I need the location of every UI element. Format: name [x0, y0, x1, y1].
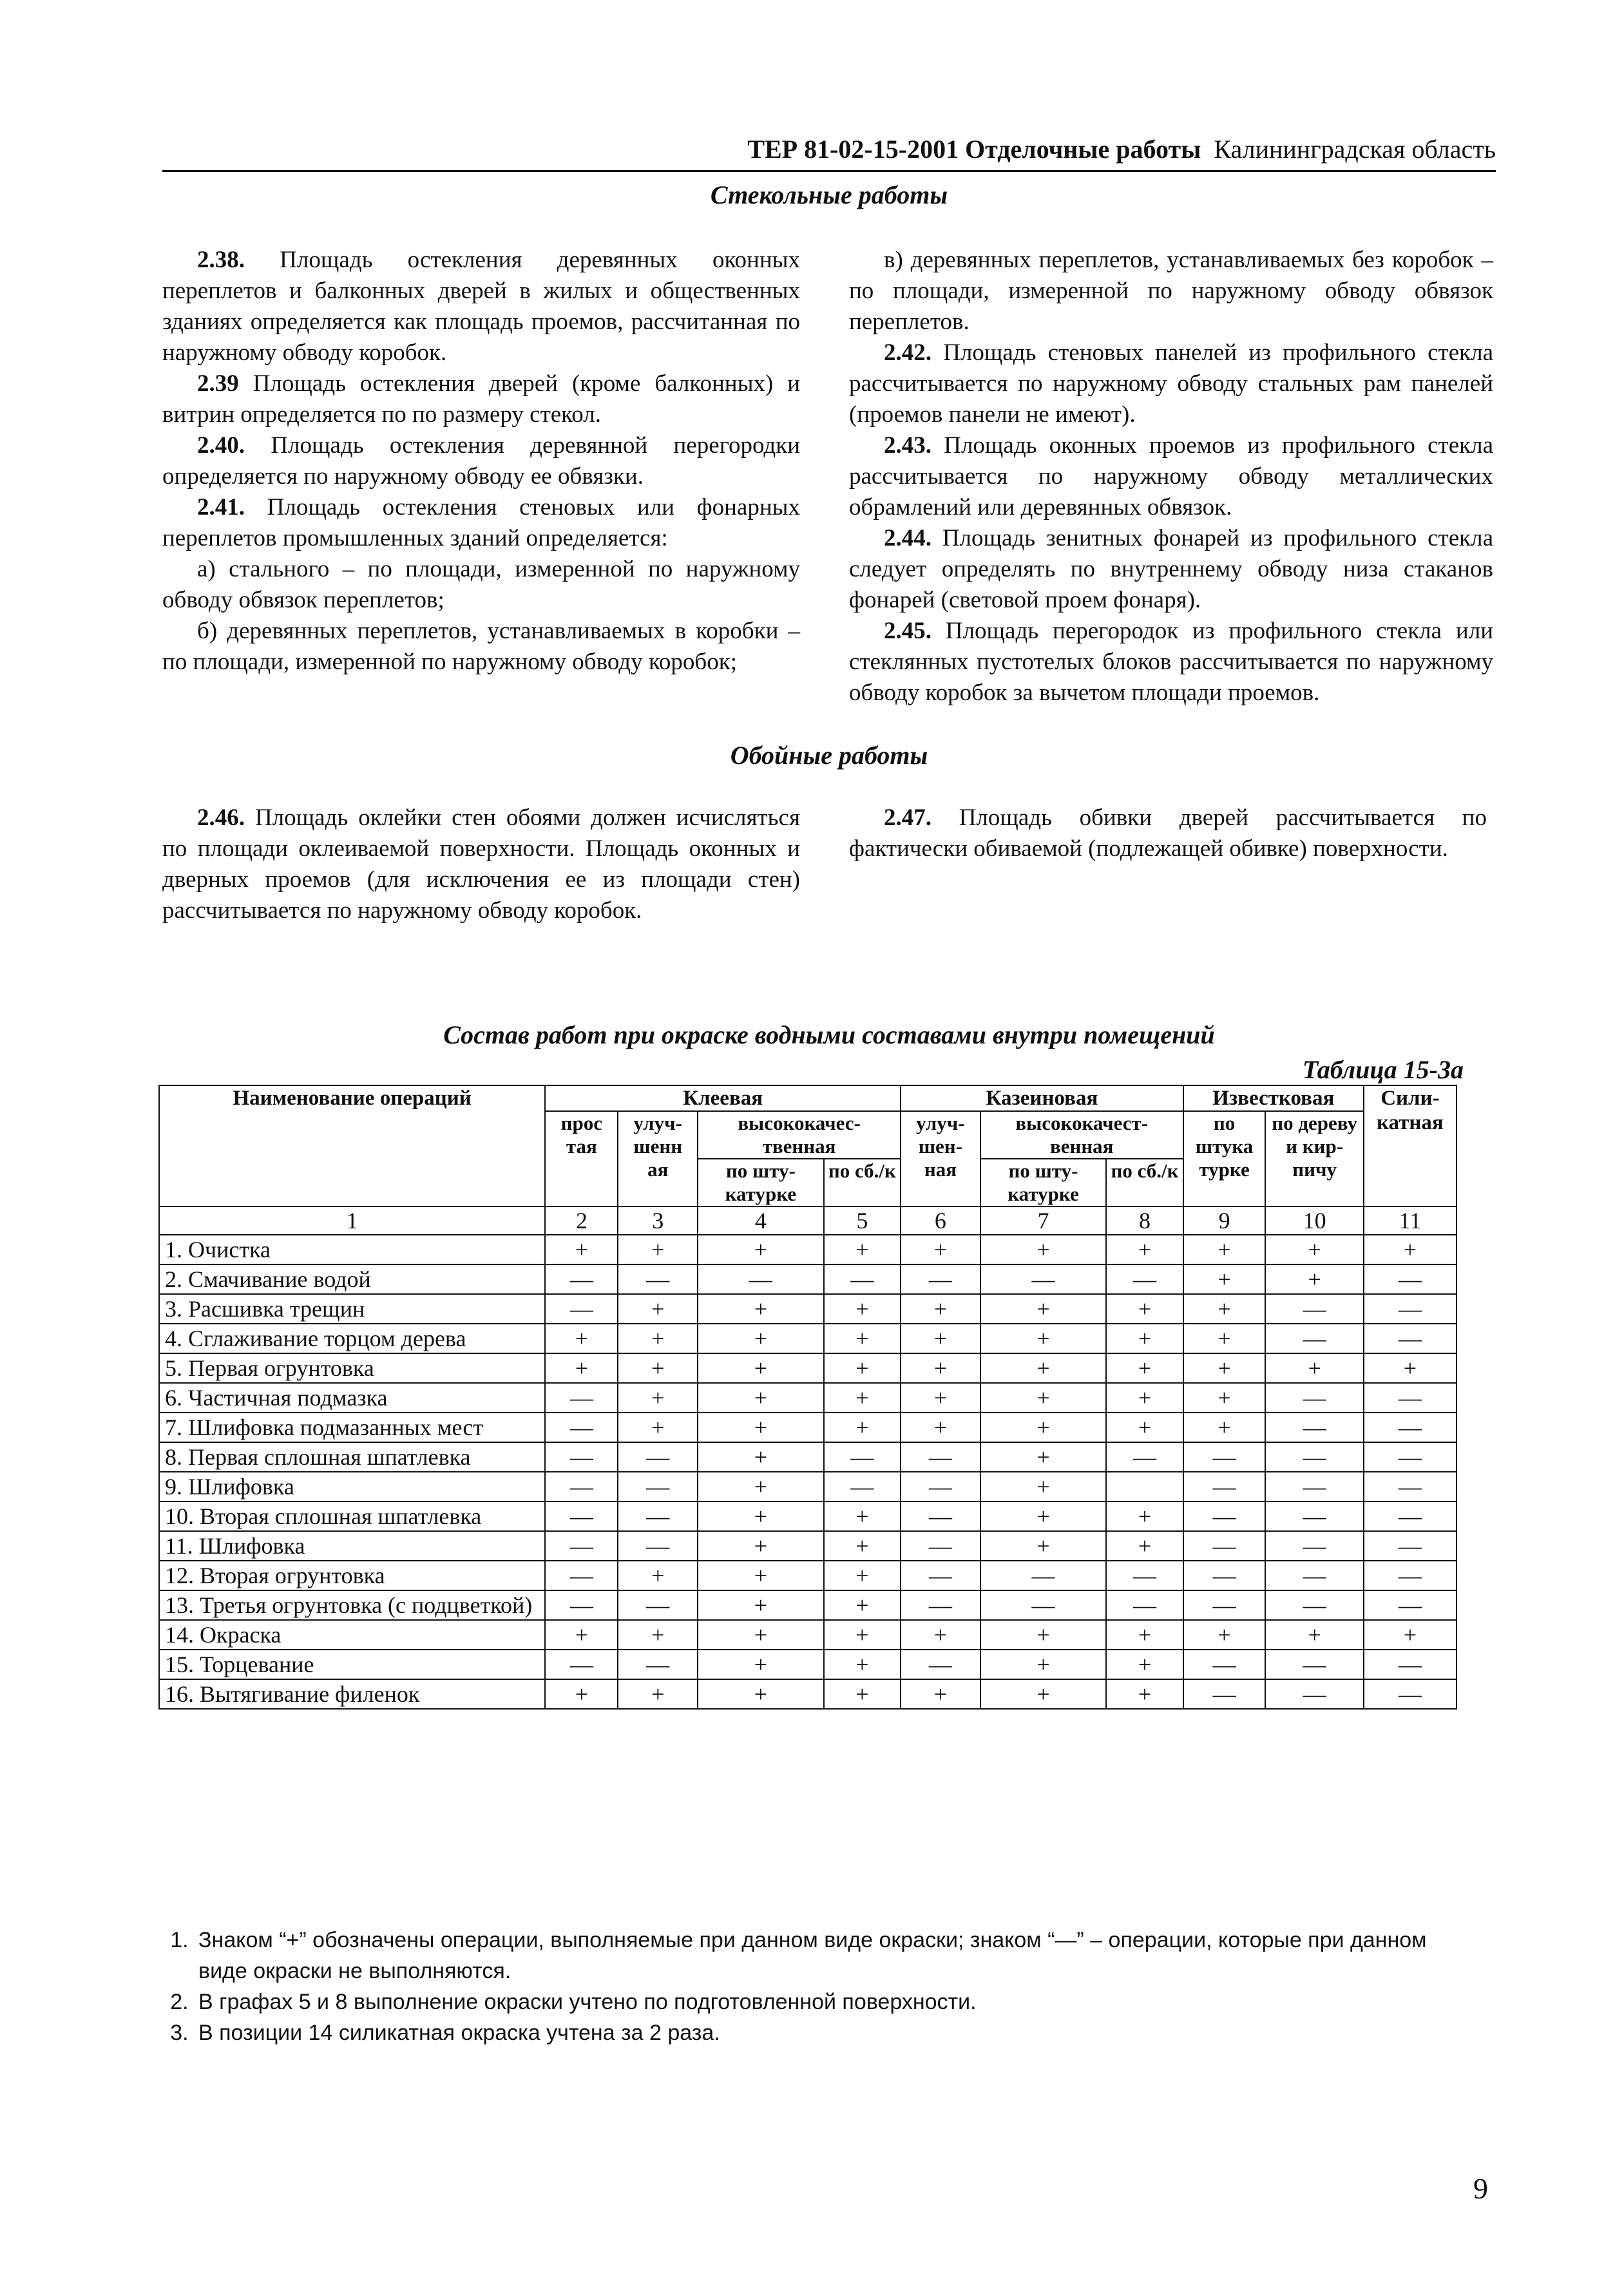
clause-number: 2.44.	[884, 525, 931, 551]
mark-not-performed: —	[1265, 1294, 1363, 1324]
mark-performed: +	[1183, 1353, 1266, 1383]
mark-not-performed: —	[1106, 1264, 1183, 1294]
mark-performed: +	[980, 1235, 1107, 1264]
mark-performed: +	[1106, 1650, 1183, 1679]
note-item: 1. Знаком “+” обозначены операции, выполняемые при данном виде окраски; знаком “—” – операции, которые при данном виде окраски не выполняются.	[195, 1925, 1476, 1986]
table-row	[159, 1294, 1457, 1324]
clause-text: Площадь остекления стеновых или фонарных переплетов промышленных зданий определяется:	[162, 494, 800, 551]
mark-performed: +	[698, 1383, 824, 1413]
mark-performed: +	[1364, 1353, 1457, 1383]
mark-not-performed: —	[901, 1650, 980, 1679]
table-row	[159, 1353, 1457, 1383]
clause-number: 2.45.	[884, 618, 931, 644]
table-row	[159, 1472, 1457, 1501]
mark-performed: +	[698, 1531, 824, 1561]
operation-name: 3. Расшивка трещин	[159, 1294, 545, 1324]
mark-not-performed: —	[1265, 1501, 1363, 1531]
operation-name: 6. Частичная подмазка	[159, 1383, 545, 1413]
clause-text: Площадь оконных проемов из профильного стекла рассчитывается по наружному обводу металлических обрамлений или деревянных обвязок.	[849, 432, 1493, 520]
mark-performed: +	[698, 1561, 824, 1590]
mark-not-performed: —	[545, 1442, 618, 1472]
mark-not-performed: —	[1364, 1442, 1457, 1472]
mark-not-performed: —	[980, 1590, 1107, 1620]
operations-table	[158, 1085, 1457, 1710]
operation-name: 14. Окраска	[159, 1620, 545, 1650]
clause-text: Площадь обивки дверей рассчитывается по фактически обиваемой (подлежащей обивке) поверхности.	[849, 805, 1487, 862]
mark-performed: +	[1265, 1353, 1363, 1383]
mark-not-performed: —	[698, 1264, 824, 1294]
mark-not-performed: —	[1364, 1383, 1457, 1413]
mark-not-performed: —	[545, 1413, 618, 1442]
clause-text: Площадь зенитных фонарей из профильного стекла следует определять по внутреннему обводу низа стаканов фонарей (световой проем фонаря).	[849, 525, 1493, 613]
table-row	[159, 1590, 1457, 1620]
mark-not-performed: —	[545, 1531, 618, 1561]
mark-performed: +	[1364, 1235, 1457, 1264]
mark-performed: +	[824, 1353, 901, 1383]
wallpaper-right-paragraph	[849, 803, 1487, 864]
mark-not-performed: —	[618, 1442, 698, 1472]
header-casein-drywall: по сб./к	[1106, 1159, 1183, 1206]
mark-performed: +	[901, 1235, 980, 1264]
mark-performed: +	[824, 1324, 901, 1353]
mark-not-performed: —	[545, 1264, 618, 1294]
glass-left-paragraph	[162, 245, 800, 368]
mark-performed: +	[980, 1620, 1107, 1650]
mark-not-performed: —	[824, 1472, 901, 1501]
mark-performed: +	[901, 1413, 980, 1442]
section-title-wallpaper: Обойные работы	[730, 741, 928, 770]
clause-number: 2.43.	[884, 432, 931, 459]
header-casein-plaster: по шту-катурке	[980, 1159, 1107, 1206]
mark-not-performed: —	[618, 1472, 698, 1501]
mark-not-performed: —	[901, 1501, 980, 1531]
mark-performed: +	[1106, 1620, 1183, 1650]
operation-name: 10. Вторая сплошная шпатлевка	[159, 1501, 545, 1531]
mark-performed: +	[698, 1590, 824, 1620]
mark-performed: +	[545, 1620, 618, 1650]
mark-performed: +	[824, 1650, 901, 1679]
mark-performed: +	[1183, 1413, 1266, 1442]
glass-left-column	[162, 245, 800, 678]
mark-performed: +	[698, 1679, 824, 1709]
mark-performed: +	[618, 1294, 698, 1324]
mark-performed: +	[980, 1679, 1107, 1709]
mark-not-performed: —	[1106, 1590, 1183, 1620]
mark-performed: +	[618, 1324, 698, 1353]
mark-performed: +	[698, 1650, 824, 1679]
mark-not-performed: —	[1183, 1501, 1266, 1531]
section-title-glass: Стекольные работы	[710, 180, 948, 209]
column-number: 9	[1183, 1206, 1266, 1235]
mark-not-performed: —	[1265, 1561, 1363, 1590]
table-row	[159, 1650, 1457, 1679]
table-body	[159, 1206, 1457, 1709]
page-number: 9	[1473, 2172, 1488, 2205]
mark-performed: +	[980, 1531, 1107, 1561]
mark-not-performed: —	[1364, 1531, 1457, 1561]
mark-performed: +	[698, 1501, 824, 1531]
clause-text: б) деревянных переплетов, устанавливаемых в коробки – по площади, измеренной по наружному обводу коробок;	[162, 618, 800, 675]
table-row	[159, 1620, 1457, 1650]
mark-not-performed: —	[1183, 1531, 1266, 1561]
operation-name: 8. Первая сплошная шпатлевка	[159, 1442, 545, 1472]
clause-text: Площадь остекления деревянной перегородки определяется по наружному обводу ее обвязки.	[162, 432, 800, 490]
clause-number: 2.40.	[197, 432, 245, 459]
clause-number: 2.41.	[197, 494, 245, 520]
mark-not-performed: —	[1183, 1472, 1266, 1501]
mark-performed: +	[1106, 1324, 1183, 1353]
mark-performed: +	[901, 1383, 980, 1413]
mark-performed: +	[980, 1650, 1107, 1679]
mark-not-performed: —	[1364, 1501, 1457, 1531]
clause-number: 2.42.	[884, 339, 931, 366]
mark-not-performed: —	[1364, 1472, 1457, 1501]
mark-not-performed: —	[1364, 1679, 1457, 1709]
table-row	[159, 1531, 1457, 1561]
glass-left-paragraph	[162, 368, 800, 430]
mark-performed: +	[824, 1294, 901, 1324]
column-number: 2	[545, 1206, 618, 1235]
column-number: 10	[1265, 1206, 1363, 1235]
header-high-quality-casein: высококачест-венная	[980, 1111, 1183, 1159]
header-lime-wood-brick: по дереву и кир-пичу	[1265, 1111, 1363, 1206]
mark-performed: +	[545, 1679, 618, 1709]
table-title: Состав работ при окраске водными составами внутри помещений	[443, 1020, 1215, 1049]
mark-not-performed: —	[1265, 1413, 1363, 1442]
table-row	[159, 1561, 1457, 1590]
operation-name: 1. Очистка	[159, 1235, 545, 1264]
mark-not-performed: —	[1364, 1413, 1457, 1442]
note-item: 2. В графах 5 и 8 выполнение окраски учтено по подготовленной поверхности.	[195, 1986, 1476, 2017]
mark-performed: +	[698, 1235, 824, 1264]
operation-name: 13. Третья огрунтовка (с подцветкой)	[159, 1590, 545, 1620]
mark-not-performed: —	[618, 1264, 698, 1294]
mark-performed: +	[618, 1353, 698, 1383]
header-glue-plaster: по шту-катурке	[698, 1159, 824, 1206]
mark-performed: +	[1183, 1620, 1266, 1650]
clause-text: Площадь перегородок из профильного стекла или стеклянных пустотелых блоков рассчитывается по наружному обводу коробок за вычетом площади проемов.	[849, 618, 1493, 706]
glass-left-paragraph	[162, 430, 800, 492]
mark-performed: +	[824, 1531, 901, 1561]
notes-list	[162, 1925, 1476, 2048]
mark-not-performed: —	[901, 1442, 980, 1472]
header-region: Калининградская область	[1214, 135, 1496, 164]
mark-performed: +	[1106, 1353, 1183, 1383]
mark-not-performed: —	[1265, 1531, 1363, 1561]
operation-name: 2. Смачивание водой	[159, 1264, 545, 1294]
glass-left-paragraph	[162, 616, 800, 678]
mark-performed: +	[698, 1620, 824, 1650]
mark-not-performed: —	[901, 1264, 980, 1294]
mark-performed: +	[824, 1413, 901, 1442]
mark-not-performed: —	[618, 1590, 698, 1620]
operation-name: 11. Шлифовка	[159, 1531, 545, 1561]
clause-text: а) стального – по площади, измеренной по наружному обводу обвязок переплетов;	[162, 556, 800, 613]
table-row	[159, 1383, 1457, 1413]
mark-not-performed: —	[545, 1501, 618, 1531]
column-number: 1	[159, 1206, 545, 1235]
mark-performed: +	[901, 1679, 980, 1709]
table-number: Таблица 15-3а	[1302, 1055, 1464, 1084]
mark-performed: +	[618, 1620, 698, 1650]
table-notes	[162, 1925, 1476, 2048]
operation-name: 15. Торцевание	[159, 1650, 545, 1679]
column-number: 8	[1106, 1206, 1183, 1235]
wallpaper-left-paragraph	[162, 803, 800, 926]
glass-right-paragraph	[849, 523, 1493, 616]
mark-performed: +	[1183, 1383, 1266, 1413]
mark-not-performed: —	[1183, 1561, 1266, 1590]
mark-not-performed: —	[1106, 1561, 1183, 1590]
mark-not-performed: —	[1364, 1650, 1457, 1679]
wallpaper-left-column	[162, 803, 800, 926]
mark-performed: +	[1106, 1501, 1183, 1531]
mark-not-performed: —	[901, 1472, 980, 1501]
mark-performed: +	[980, 1413, 1107, 1442]
mark-performed: +	[545, 1324, 618, 1353]
mark-not-performed: —	[1183, 1679, 1266, 1709]
column-number: 6	[901, 1206, 980, 1235]
wallpaper-right-column	[849, 803, 1487, 864]
glass-right-paragraph	[849, 616, 1493, 709]
mark-performed: +	[618, 1679, 698, 1709]
mark-not-performed: —	[1364, 1561, 1457, 1590]
clause-number: 2.39	[197, 370, 239, 397]
mark-not-performed: —	[1183, 1442, 1266, 1472]
mark-performed: +	[980, 1472, 1107, 1501]
clause-text: Площадь стеновых панелей из профильного стекла рассчитывается по наружному обводу стальных рам панелей (проемов панели не имеют).	[849, 339, 1493, 428]
mark-not-performed: —	[980, 1264, 1107, 1294]
mark-not-performed: —	[1265, 1679, 1363, 1709]
mark-performed: +	[824, 1235, 901, 1264]
mark-performed: +	[980, 1324, 1107, 1353]
header-simple: прос тая	[545, 1111, 618, 1206]
glass-left-paragraph	[162, 554, 800, 616]
mark-performed: +	[824, 1590, 901, 1620]
mark-performed: +	[1183, 1294, 1266, 1324]
mark-not-performed: —	[1364, 1590, 1457, 1620]
mark-not-performed: —	[1265, 1590, 1363, 1620]
mark-performed: +	[618, 1235, 698, 1264]
mark-performed: +	[1265, 1264, 1363, 1294]
operation-name: 9. Шлифовка	[159, 1472, 545, 1501]
table-header-row-1	[159, 1085, 1457, 1111]
mark-not-performed: —	[1364, 1294, 1457, 1324]
mark-not-performed: —	[1265, 1650, 1363, 1679]
mark-performed: +	[824, 1679, 901, 1709]
table-row	[159, 1679, 1457, 1709]
mark-performed: +	[1265, 1620, 1363, 1650]
mark-performed: +	[980, 1383, 1107, 1413]
mark-not-performed: —	[618, 1531, 698, 1561]
header-silicate-paint: Сили-катная	[1364, 1085, 1457, 1206]
header-operation-name: Наименование операций	[159, 1085, 545, 1206]
mark-performed: +	[980, 1294, 1107, 1324]
clause-number: 2.47.	[884, 805, 931, 831]
mark-performed: +	[1106, 1294, 1183, 1324]
mark-performed: +	[698, 1442, 824, 1472]
mark-not-performed: —	[545, 1590, 618, 1620]
mark-not-performed: —	[824, 1264, 901, 1294]
mark-performed: +	[618, 1561, 698, 1590]
mark-performed: +	[901, 1620, 980, 1650]
mark-performed: +	[824, 1561, 901, 1590]
mark-performed: +	[1265, 1235, 1363, 1264]
clause-text: в) деревянных переплетов, устанавливаемых без коробок – по площади, измеренной по наружному обводу обвязок переплетов.	[849, 247, 1493, 335]
running-header	[162, 132, 1496, 167]
operation-name: 5. Первая огрунтовка	[159, 1353, 545, 1383]
table-row	[159, 1501, 1457, 1531]
glass-left-paragraph	[162, 492, 800, 554]
mark-performed: +	[1106, 1383, 1183, 1413]
mark-not-performed: —	[618, 1501, 698, 1531]
mark-performed: +	[1183, 1264, 1266, 1294]
mark-performed: +	[1106, 1679, 1183, 1709]
header-high-quality-glue: высококачес-твенная	[698, 1111, 901, 1159]
operation-name: 16. Вытягивание филенок	[159, 1679, 545, 1709]
mark-performed: +	[698, 1413, 824, 1442]
mark-not-performed: —	[980, 1561, 1107, 1590]
mark-not-performed: —	[545, 1294, 618, 1324]
mark-empty	[1106, 1472, 1183, 1501]
mark-not-performed: —	[1265, 1324, 1363, 1353]
table-row	[159, 1264, 1457, 1294]
mark-performed: +	[824, 1620, 901, 1650]
mark-not-performed: —	[1364, 1324, 1457, 1353]
mark-not-performed: —	[824, 1442, 901, 1472]
operation-name: 12. Вторая огрунтовка	[159, 1561, 545, 1590]
operation-name: 4. Сглаживание торцом дерева	[159, 1324, 545, 1353]
mark-performed: +	[1106, 1531, 1183, 1561]
glass-right-paragraph	[849, 245, 1493, 338]
column-number: 3	[618, 1206, 698, 1235]
mark-performed: +	[980, 1442, 1107, 1472]
mark-performed: +	[1106, 1413, 1183, 1442]
clause-number: 2.38.	[197, 247, 245, 273]
mark-not-performed: —	[1265, 1442, 1363, 1472]
column-number-row	[159, 1206, 1457, 1235]
column-number: 11	[1364, 1206, 1457, 1235]
mark-not-performed: —	[901, 1531, 980, 1561]
clause-text: Площадь остекления дверей (кроме балконных) и витрин определяется по по размеру стекол.	[162, 370, 800, 428]
mark-performed: +	[618, 1383, 698, 1413]
column-number: 7	[980, 1206, 1107, 1235]
mark-performed: +	[980, 1353, 1107, 1383]
table-row	[159, 1324, 1457, 1353]
column-number: 5	[824, 1206, 901, 1235]
mark-performed: +	[618, 1413, 698, 1442]
glass-right-paragraph	[849, 338, 1493, 430]
column-number: 4	[698, 1206, 824, 1235]
mark-not-performed: —	[1183, 1650, 1266, 1679]
mark-performed: +	[980, 1501, 1107, 1531]
operation-name: 7. Шлифовка подмазанных мест	[159, 1413, 545, 1442]
header-improved-casein: улуч-шен-ная	[901, 1111, 980, 1206]
header-lime-paint: Известковая	[1183, 1085, 1364, 1111]
mark-performed: +	[1183, 1235, 1266, 1264]
clause-number: 2.46.	[197, 805, 245, 831]
mark-performed: +	[901, 1353, 980, 1383]
table-row	[159, 1235, 1457, 1264]
mark-not-performed: —	[618, 1650, 698, 1679]
table-row	[159, 1413, 1457, 1442]
header-casein-paint: Казеиновая	[901, 1085, 1183, 1111]
mark-not-performed: —	[1106, 1442, 1183, 1472]
header-code-title: ТЕР 81-02-15-2001 Отделочные работы	[747, 135, 1201, 164]
header-improved-glue: улуч-шенн ая	[618, 1111, 698, 1206]
mark-not-performed: —	[1265, 1383, 1363, 1413]
mark-performed: +	[901, 1324, 980, 1353]
glass-right-paragraph	[849, 430, 1493, 523]
header-glue-paint: Клеевая	[545, 1085, 901, 1111]
clause-text: Площадь оклейки стен обоями должен исчисляться по площади оклеиваемой поверхности. Площадь оконных и дверных проемов (для исключения ее из площади стен) рассчитывается по наружному обводу коробок.	[162, 805, 800, 924]
mark-not-performed: —	[545, 1650, 618, 1679]
table-row	[159, 1442, 1457, 1472]
mark-performed: +	[824, 1383, 901, 1413]
mark-performed: +	[698, 1294, 824, 1324]
note-item: 3. В позиции 14 силикатная окраска учтена за 2 раза.	[195, 2017, 1476, 2048]
mark-not-performed: —	[545, 1472, 618, 1501]
mark-not-performed: —	[1364, 1264, 1457, 1294]
mark-performed: +	[1183, 1324, 1266, 1353]
mark-performed: +	[1106, 1235, 1183, 1264]
mark-performed: +	[698, 1353, 824, 1383]
mark-not-performed: —	[901, 1561, 980, 1590]
mark-performed: +	[698, 1324, 824, 1353]
mark-performed: +	[901, 1294, 980, 1324]
mark-performed: +	[545, 1235, 618, 1264]
mark-performed: +	[698, 1472, 824, 1501]
mark-not-performed: —	[1183, 1590, 1266, 1620]
glass-right-column	[849, 245, 1493, 709]
header-glue-drywall: по сб./к	[824, 1159, 901, 1206]
header-lime-plaster: по штука турке	[1183, 1111, 1266, 1206]
mark-not-performed: —	[545, 1383, 618, 1413]
mark-performed: +	[824, 1501, 901, 1531]
clause-text: Площадь остекления деревянных оконных переплетов и балконных дверей в жилых и общественных зданиях определяется как площадь проемов, рассчитанная по наружному обводу коробок.	[162, 247, 800, 366]
header-rule	[162, 170, 1496, 172]
mark-not-performed: —	[901, 1590, 980, 1620]
mark-performed: +	[1364, 1620, 1457, 1650]
mark-not-performed: —	[545, 1561, 618, 1590]
mark-performed: +	[545, 1353, 618, 1383]
mark-not-performed: —	[1265, 1472, 1363, 1501]
